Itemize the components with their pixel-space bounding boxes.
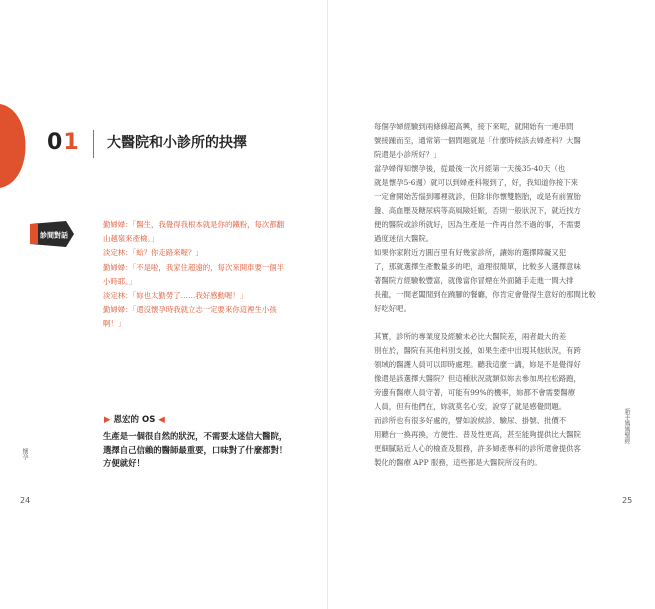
dialog-block [103, 218, 323, 332]
body-line: 過度迷信大醫院。 [374, 234, 434, 243]
triangle-right-icon: ▶ [104, 415, 111, 425]
book-gutter [327, 0, 328, 609]
body-line: 院還是小診所好？」 [374, 150, 441, 159]
chapter-number [47, 131, 80, 155]
triangle-left-icon: ◀ [158, 415, 165, 425]
body-line: 便的醫院或診所就好，因為生產是一件再自然不過的事，不需要 [374, 220, 581, 229]
body-line: 盤、高血壓及糖尿病等高風險妊娠，否則一般狀況下，就近找方 [374, 206, 581, 215]
left-side-label: 懷孕 [21, 448, 28, 460]
dialog-line: 小時耶。」 [103, 276, 137, 286]
body-line: 每個孕婦經驗到兩條線超高興，接下來呢，就開始有一連串問 [374, 122, 574, 131]
body-line: 像還是該選擇大醫院？但這種狀況就類似妳去參加馬拉松路跑， [374, 374, 581, 383]
right-side-label: 新手媽媽聖經 [623, 408, 630, 444]
dialog-line: 淡定林：「蛤？你走路來喔？」 [103, 248, 203, 258]
dialog-line: 山越嶺來產檢。」 [103, 234, 159, 244]
chapter-number-lead: 0 [47, 130, 64, 155]
body-line: 人員，但有他們在，妳就莫名心安，說穿了就是感覺問題。 [374, 402, 567, 411]
body-line: 其實，診所的專業度及經驗未必比大醫院差，兩者最大的差 [374, 332, 567, 341]
os-heading [104, 413, 165, 425]
body-line: 製化的醫療 APP 服務，這些都是大醫院所沒有的。 [374, 458, 542, 467]
body-line: 好吃好吧。 [374, 304, 411, 313]
chapter-tab-shape [0, 104, 30, 188]
dialog-line: 勤婦婦：「還沒懷孕時我就立志一定要來你這裡生小孩 [103, 305, 277, 315]
body-line: 號接踵而至，通常第一個問題就是「什麼時候該去婦產科？大醫 [374, 136, 581, 145]
left-page [0, 0, 327, 609]
body-line: 一定會開始苦惱到哪裡就診，但除非你懷雙胞胎，或是有前置胎 [374, 192, 581, 201]
dialog-line: 淡定林：「妳也太勤勞了……我好感動喔！」 [103, 291, 248, 301]
os-line: 生產是一個很自然的狀況，不需要太迷信大醫院， [103, 431, 288, 441]
body-line: 了，那就選擇生產數量多的吧，道理很簡單，比較多人選擇意味 [374, 262, 581, 271]
body-line: 當孕婦得知懷孕後，從最後一次月經第一天後35-40天（也 [374, 164, 566, 173]
dialog-badge [30, 220, 74, 248]
body-line: 就是懷孕5-6週）就可以到婦產科報到了，好，我知道你接下來 [374, 178, 579, 187]
body-line: 用聽台一換再換，方便性、普及性更高，甚至能夠提供比大醫院 [374, 430, 581, 439]
chapter-divider [93, 130, 94, 158]
body-line: 長龍，一間老闆閒到在蹺腳的餐廳，你肯定會覺得生意好的那間比較 [374, 290, 596, 299]
chapter-number-accent: 1 [63, 130, 80, 155]
os-body [103, 430, 287, 471]
os-title: 恩宏的 OS [113, 415, 156, 425]
body-line: 著醫院方經驗較豐富，就像當你冒煙在外面隨手走進一間大排 [374, 276, 574, 285]
right-body-text [374, 120, 610, 470]
dialog-line: 勤婦婦：「醫生，我覺得我根本就是你的鐵粉，每次都翻 [103, 220, 285, 229]
body-line: 如果你家附近方圓百里有好幾家診所，讓妳的選擇障礙又犯 [374, 248, 567, 257]
paragraph-gap [374, 316, 610, 330]
body-line: 而診所也有很多好處的，譬如說候診、驗尿、掛號、批價不 [374, 416, 567, 425]
dialog-badge-label: 診間對話 [40, 231, 68, 240]
dialog-line: 勤婦婦：「不是啦，我家住超遠的，每次來開車要一個半 [103, 262, 285, 272]
left-page-number: 24 [20, 496, 31, 505]
body-line: 更細膩貼近人心的檢查及服務，許多婦產專科的診所還會提供客 [374, 444, 581, 453]
os-line: 選擇自己信賴的醫師最重要，口味對了什麼都對！ [103, 444, 288, 455]
os-line: 方便就好！ [103, 458, 145, 469]
right-page-number: 25 [622, 496, 633, 505]
body-line: 旁邊有醫療人員守著，可能有99%的機率，妳都不會需要醫療 [374, 388, 576, 397]
body-line: 別在於，醫院有其他科別支援，如果生產中出現其他狀況，有跨 [374, 346, 581, 355]
body-line: 領域的醫護人員可以即時處理。聽我這麼一講，妳是不是覺得好 [374, 360, 581, 369]
dialog-line: 啊！」 [103, 319, 126, 329]
chapter-title: 大醫院和小診所的抉擇 [107, 135, 247, 151]
